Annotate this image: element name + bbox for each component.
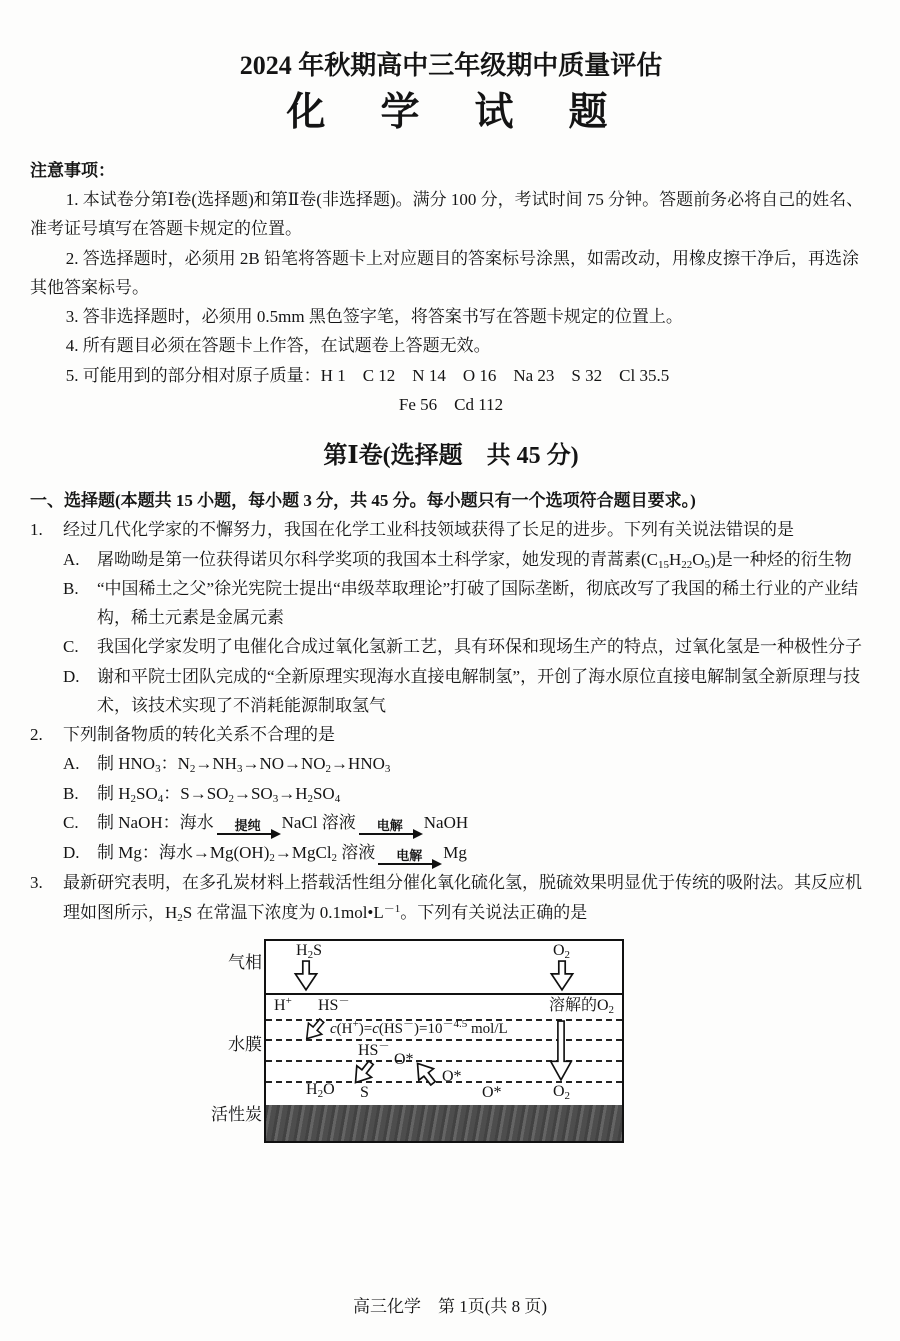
o2-bottom-label: $O_2$ [552,1082,570,1102]
question-number: 2. [30,725,43,745]
option-text: 制 $H_2SO_4$：$S\to SO_2\to SO_3\to H_2SO_4$ [97,783,341,805]
phase-label-carbon: 活性炭 [211,1104,262,1124]
phase-label-gas: 气相 [228,952,262,972]
option-label: C. [63,812,79,832]
notice-item-2: 2. 答选择题时，必须用 2B 铅笔将答题卡上对应题目的答案标号涂黑，如需改动，用橡皮擦干净后，再选涂其他答案标号。 [30,248,860,297]
notice-item-3: 3. 答非选择题时，必须用 0.5mm 黑色签字笔，将答案书写在答题卡规定的位置上。 [65,307,683,327]
multiple-choice-intro: 一、选择题(本题共 15 小题，每小题 3 分，共 45 分。每小题只有一个选项符合题目要求。) [30,491,696,511]
notices-heading: 注意事项： [30,160,115,180]
option-label: A. [63,754,80,774]
dissolved-o2-label: 溶解的$O_2$ [548,996,614,1016]
labeled-reaction-arrow: 电解 [378,849,440,868]
option-row [30,779,872,808]
option-text: “中国稀土之父”徐光宪院士提出“串级萃取理论”打破了国际垄断，彻底改写了我国的稀土行业的产业结构，稀土元素是金属元素 [97,578,859,628]
question-number: 1. [30,520,43,540]
diagram-box [264,939,624,1143]
option-text: 我国化学家发明了电催化合成过氧化氢新工艺，具有环保和现场生产的特点，过氧化氢是一种极性分子 [97,637,862,657]
h-plus-label: H+ [274,994,292,1014]
long-down-arrow-icon [546,1020,576,1082]
option-label: D. [63,666,80,686]
page-footer: 高三化学 第 1页(共 8 页) [352,1297,548,1316]
option-text: 谢和平院士团队完成的“全新原理实现海水直接电解制氢”，开创了海水原位直接电解制氢全新原理与技术，该技术实现了不消耗能源制取氢气 [97,666,861,715]
option-row [30,838,872,868]
option-text: 屠呦呦是第一位获得诺贝尔科学奖项的我国本土科学家，她发现的青蒿素$(C_{15}H_{22}O_5)$是一种烃的衍生物 [97,549,852,571]
question-1 [30,515,872,544]
mechanism-diagram [202,937,632,1143]
section1-heading: 第Ⅰ卷(选择题 共 45 分) [323,443,579,470]
down-arrow-icon [290,960,322,992]
option-row [30,749,872,778]
o2-label: $O_2$ [552,941,570,961]
option-label: A. [63,549,80,569]
page-title: 化 学 试 题 [286,91,616,135]
question-stem: 下列制备物质的转化关系不合理的是 [63,725,335,745]
s-label: S [360,1083,369,1101]
notice-item-4: 4. 所有题目必须在答题卡上作答，在试题卷上答题无效。 [65,336,491,356]
question-number: 3. [30,873,43,893]
option-label: D. [63,843,80,863]
atomic-masses-line2: Fe 56 Cd 112 [398,394,504,414]
notice-item-5: 5. 可能用到的部分相对原子质量：H 1 C 12 N 14 O 16 Na 23 S 32 Cl 35.5 [65,365,670,385]
h2o-label: $H_2O$ [306,1080,335,1100]
equilibrium-label: $c(H^+)=c(HS^-)=10^{-4.5}$ mol/L [330,1017,508,1037]
option-label: B. [63,578,79,598]
question-stem: 经过几代化学家的不懈努力，我国在化学工业科技领域获得了长足的进步。下列有关说法错误的是 [63,520,794,540]
activated-carbon-band [266,1105,622,1141]
down-arrow-icon [546,960,578,992]
option-label: B. [63,783,79,803]
labeled-reaction-arrow: 提纯 [217,819,279,838]
o-star-label: O* [482,1083,502,1101]
option-row [30,574,872,632]
question-2 [30,720,872,749]
option-row [30,808,872,838]
exam-session-title: 2024 年秋期高中三年级期中质量评估 [239,51,663,80]
option-label: C. [63,637,79,657]
notice-item-1: 1. 本试卷分第Ⅰ卷(选择题)和第Ⅱ卷(非选择题)。满分 100 分，考试时间 75 分钟。答题前务必将自己的姓名、准考证号填写在答题卡规定的位置。 [30,190,864,239]
question-3 [30,868,872,926]
option-text: 制 NaOH：海水 提纯 NaCl 溶液 电解 NaOH [97,808,872,838]
option-text: 制 $HNO_3$：$N_2\to NH_3\to NO\to NO_2\to HNO_3$ [97,754,391,776]
option-text: 制 Mg：海水$\to Mg(OH)_2\to MgCl_2$ 溶液 电解 Mg [97,838,872,868]
h2s-label: $H_2S$ [296,941,322,961]
labeled-reaction-arrow: 电解 [359,819,421,838]
hs-minus-mid-label: HS－ [358,1039,390,1059]
option-row [30,662,872,720]
o-star-label: O* [394,1050,414,1068]
question-stem: 最新研究表明，在多孔炭材料上搭载活性组分催化氧化硫化氢，脱硫效果明显优于传统的吸附法。其反应机理如图所示，$H_2S$ 在常温下浓度为 $0.1mol•L^{-1}$。下列有关说法正确的是 [63,873,862,924]
hs-minus-label: HS－ [318,994,350,1014]
phase-label-water: 水膜 [228,1034,262,1054]
option-row [30,545,872,574]
down-left-arrow-icon [296,1012,331,1047]
o-star-label: O* [442,1067,462,1085]
option-row [30,632,872,661]
